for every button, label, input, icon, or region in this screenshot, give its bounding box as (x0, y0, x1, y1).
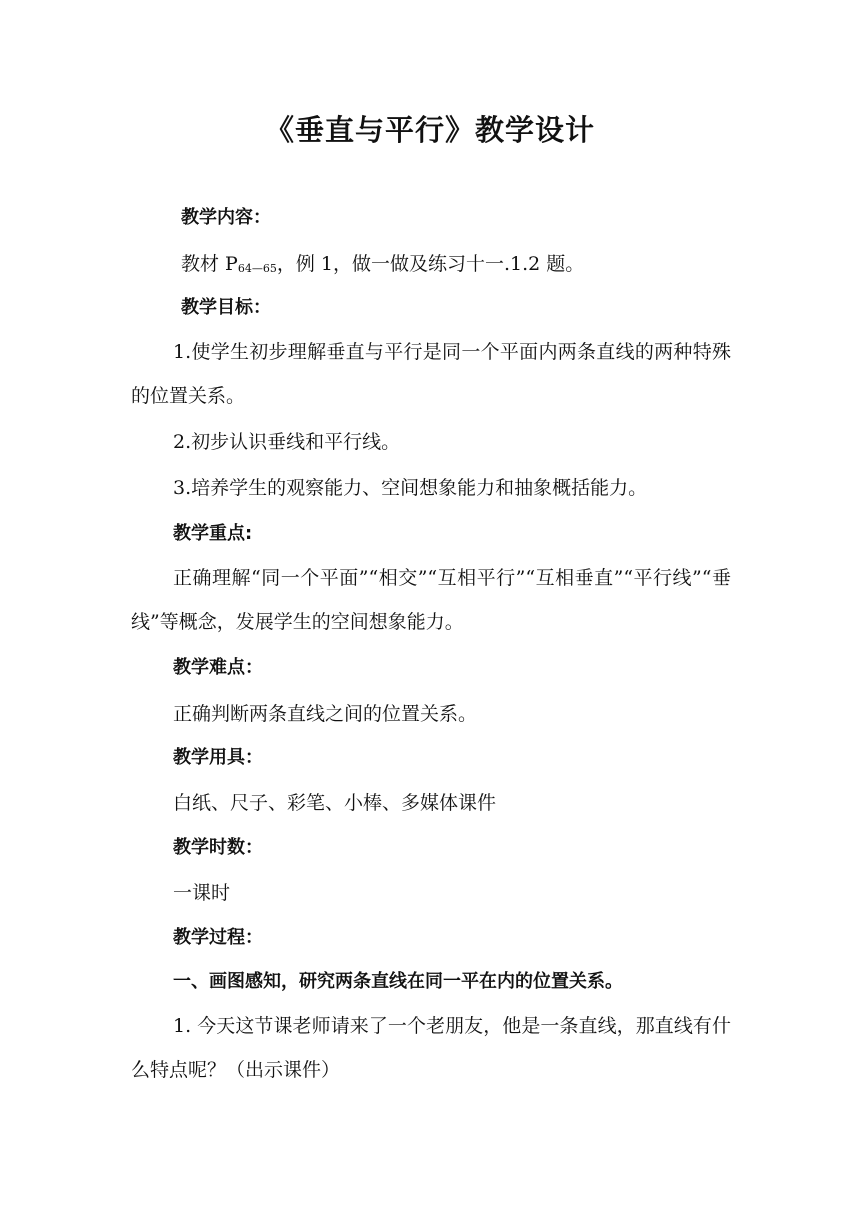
hours-heading: 教学时数： (173, 837, 263, 858)
objective-item: 3.培养学生的观察能力、空间想象能力和抽象概括能力。 (173, 477, 648, 499)
process-subheading: 一、画图感知，研究两条直线在同一平在内的位置关系。 (173, 971, 623, 992)
content-heading: 教学内容： (181, 207, 271, 228)
document-title: 《垂直与平行》教学设计 (264, 113, 595, 147)
content-text-pages: 64—65 (237, 262, 277, 275)
hours-text: 一课时 (173, 882, 231, 904)
difficulties-heading: 教学难点： (173, 657, 263, 678)
process-text: 1. 今天这节课老师请来了一个老朋友，他是一条直线，那直线有什么特点呢？（出示课件） (131, 1015, 731, 1081)
objective-item: 1.使学生初步理解垂直与平行是同一个平面内两条直线的两种特殊的位置关系。 (131, 341, 731, 407)
process-heading: 教学过程： (173, 927, 263, 948)
tools-heading: 教学用具： (173, 747, 263, 768)
difficulties-text: 正确判断两条直线之间的位置关系。 (173, 703, 478, 725)
key-points-text: 正确理解“同一个平面”“相交”“互相平行”“互相垂直”“平行线”“垂线”等概念，发展学生的空间想象能力。 (131, 567, 731, 633)
content-text-suffix: ，例 1，做一做及练习十一.1.2 题。 (276, 253, 585, 275)
key-points-heading: 教学重点: (173, 523, 253, 544)
content-text (181, 252, 584, 281)
objectives-heading: 教学目标： (181, 297, 271, 318)
tools-text: 白纸、尺子、彩笔、小棒、多媒体课件 (173, 792, 497, 814)
content-text-prefix: 教材 P (181, 253, 238, 275)
objective-item: 2.初步认识垂线和平行线。 (173, 431, 401, 453)
